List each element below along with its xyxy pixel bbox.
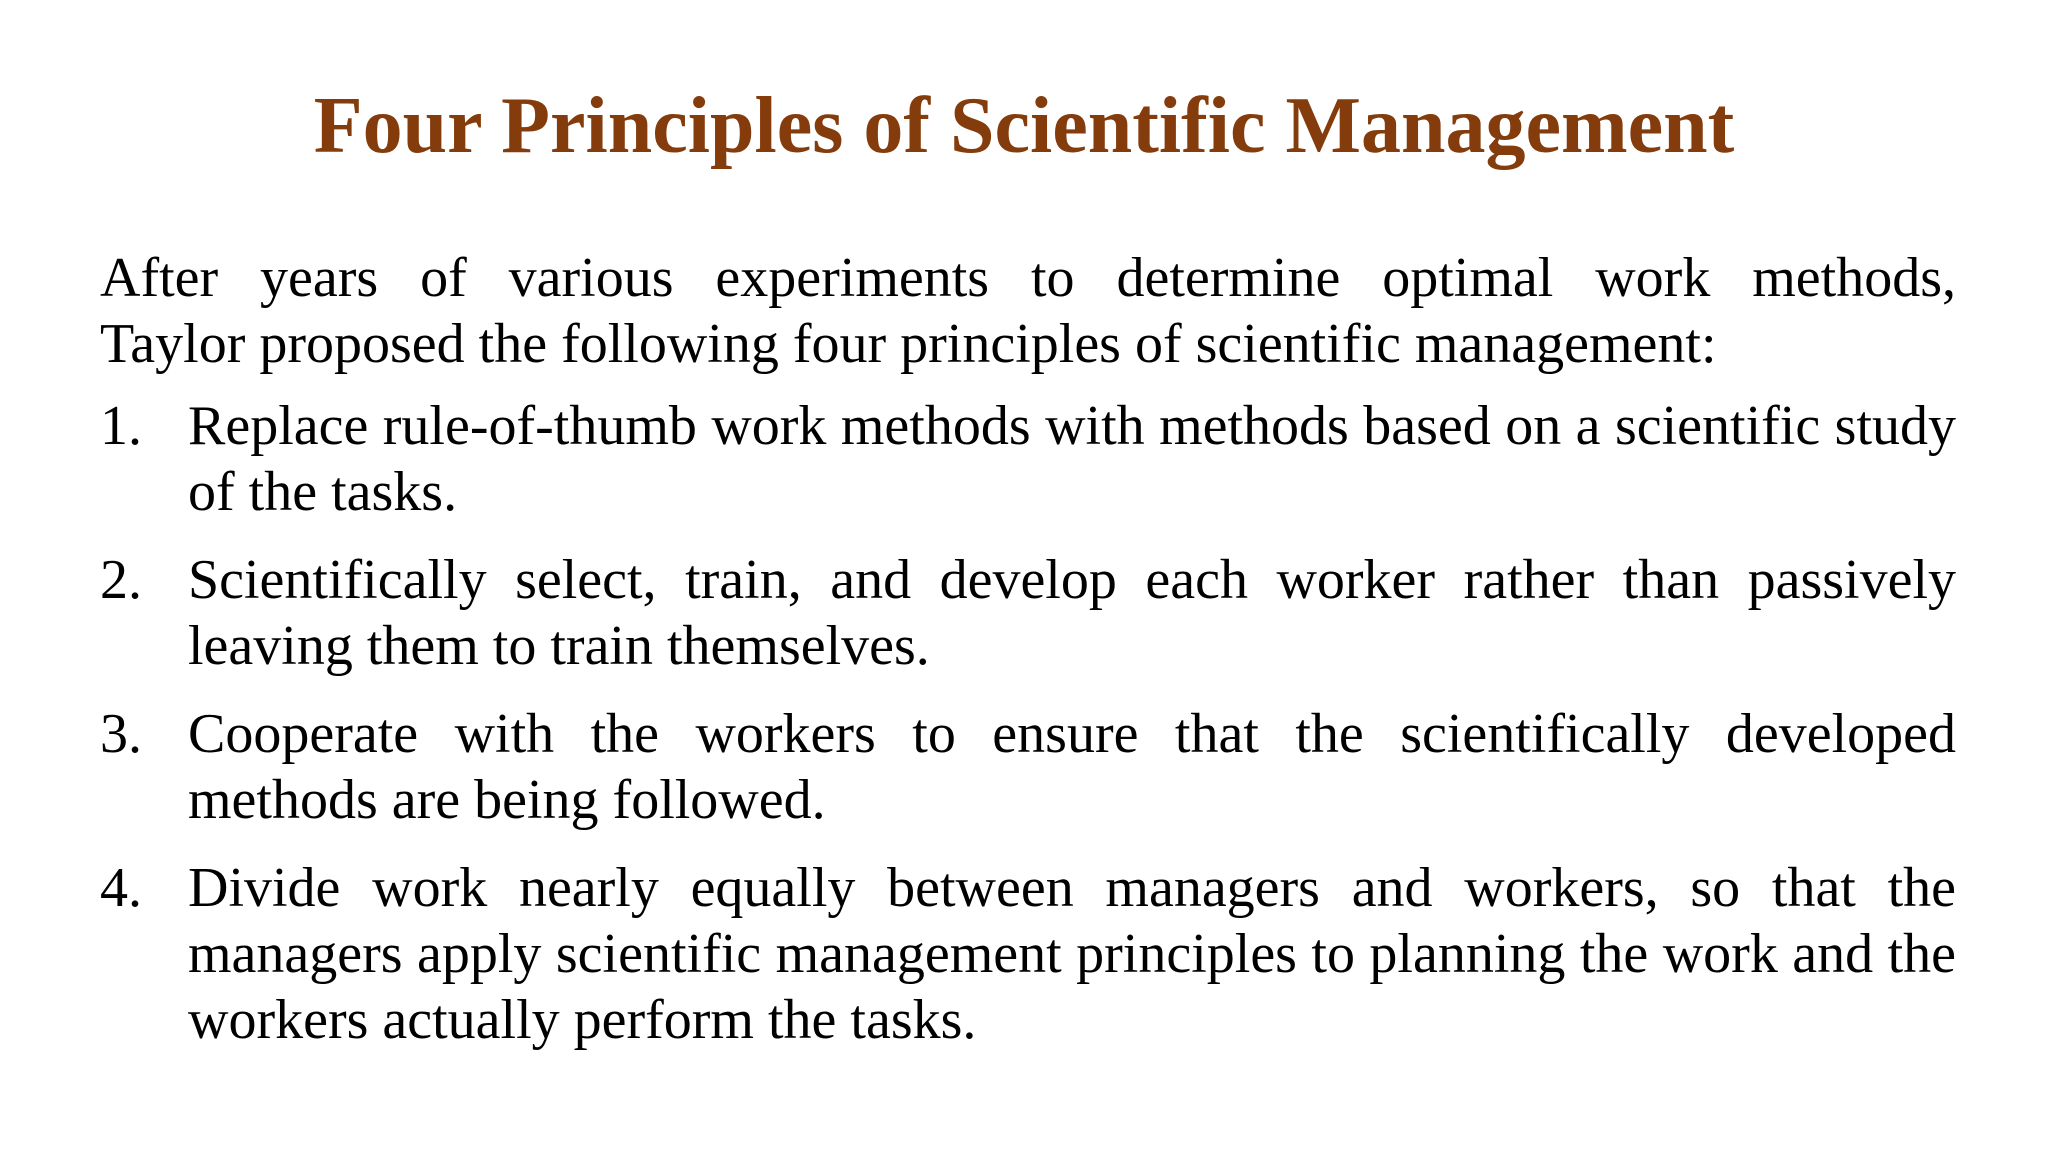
list-item-text: Cooperate with the workers to ensure that the scientifically developed methods are being followed. xyxy=(188,703,1956,831)
list-item-number: 4. xyxy=(100,857,142,919)
list-item-number: 1. xyxy=(100,395,142,457)
list-item xyxy=(100,547,1956,679)
list-item xyxy=(100,701,1956,833)
list-item-text: Replace rule-of-thumb work methods with methods based on a scientific study of the tasks. xyxy=(188,395,1956,523)
intro-line-2: Taylor proposed the following four principles of scientific management: xyxy=(100,313,1717,375)
intro-paragraph xyxy=(100,245,1956,377)
list-item xyxy=(100,855,1956,1053)
list-item-text: Divide work nearly equally between managers and workers, so that the managers apply scientific management principles to planning the work and the workers actually perform the tasks. xyxy=(188,857,1956,1051)
slide-title: Four Principles of Scientific Management xyxy=(313,82,1735,170)
list-item xyxy=(100,393,1956,525)
list-item-text: Scientifically select, train, and develop each worker rather than passively leaving them to train themselves. xyxy=(188,549,1956,677)
intro-line-1: After years of various experiments to determine optimal work methods, xyxy=(100,247,1956,309)
slide-body xyxy=(100,245,1956,1075)
list-item-number: 3. xyxy=(100,703,142,765)
list-item-number: 2. xyxy=(100,549,142,611)
principles-list xyxy=(100,393,1956,1053)
